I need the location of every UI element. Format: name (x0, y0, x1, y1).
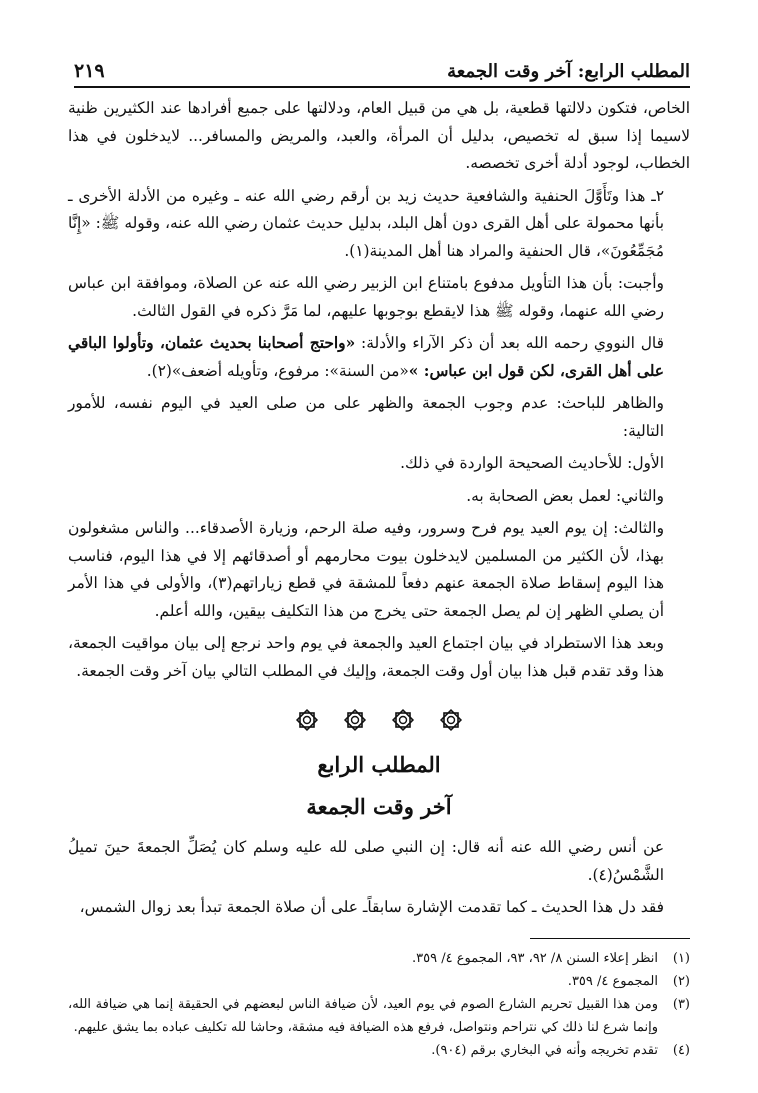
paragraph (68, 330, 690, 385)
paragraph: ٢ـ هذا وتَأَوَّلَ الحنفية والشافعية حديث زيد بن أرقم رضي الله عنه ـ وغيره من الأدلة الأخرى ـ بأنها محمولة على أهل القرى دون أهل البلد، بدليل حديث عثمان رضي الله عنه، وقوله ﷺ: «إِنَّا مُجَمِّعُونَ»، قال الحنفية والمراد هنا أهل المدينة(١). (68, 186, 664, 260)
star-ornament-icon (342, 707, 368, 733)
footnote-divider (530, 938, 690, 939)
footnote-text: انظر إعلاء السنن ٨/ ٩٢، ٩٣، المجموع ٤/ ٣٥٩. (412, 950, 658, 966)
footnote-text: ومن هذا القبيل تحريم الشارع الصوم في يوم العيد، لأن ضيافة الناس لبعضهم في الحقيقة إنما هي ضيافة الله، وإنما شرع لنا ذلك كي نتراحم ونتواصل، فرفع هذه الضيافة فيه مشقة، وحاشا لله تكليف عباده بما يشق عليهم. (68, 996, 658, 1035)
paragraph: والظاهر للباحث: عدم وجوب الجمعة والظهر على من صلى العيد في اليوم نفسه، للأمور التالية: (68, 394, 664, 440)
section-ornaments (68, 707, 690, 733)
paragraph-text: «من السنة»: مرفوع، وتأويله أضعف»(٢). (146, 361, 409, 380)
page-header (74, 50, 690, 88)
star-ornament-icon (438, 707, 464, 733)
paragraph: عن أنس رضي الله عنه أنه قال: إن النبي صلى لله عليه وسلم كان يُصَلِّ الجمعةَ حينَ تميلُ الشَّمْسُ(٤). (68, 838, 664, 884)
footnote-number: (٢) (672, 973, 690, 989)
footnote-text: تقدم تخريجه وأنه في البخاري برقم (٩٠٤). (431, 1042, 658, 1058)
paragraph: الأول: للأحاديث الصحيحة الواردة في ذلك. (400, 454, 664, 472)
footnote-text: المجموع ٤/ ٣٥٩. (567, 973, 658, 989)
bold-quote: «واحتج أصحابنا بحديث عثمان، وتأولوا الباقي على أهل القرى، لكن قول ابن عباس: » (68, 334, 664, 380)
footnote (68, 1039, 690, 1062)
paragraph: والثالث: إن يوم العيد يوم فرح وسرور، وفيه صلة الرحم، وزيارة الأصدقاء... والناس مشغولون بهذا، لأن الكثير من المسلمين لايدخلون بيوت محارمهم أو أصدقائهم إلا في هذا اليوم، فناسب هذا اليوم إسقاط صلاة الجمعة عنهم دفعاً للمشقة في قطع زياراتهم(٣)، والأولى في هذا الأمر أن يصلي الظهر إن لم يصل الجمعة حتى يخرج من هذا التكليف بيقين، والله أعلم. (68, 519, 665, 620)
paragraph: الخاص، فتكون دلالتها قطعية، بل هي من قبيل العام، ودلالتها على جميع أفرادها عند الكثيرين ظنية لاسيما إذا سبق له تخصيص، بدليل أن المرأة، والعبد، والمريض والمسافر... لايدخلون في هذا الخطاب، لوجود أدلة أخرى تخصصه. (68, 99, 690, 172)
footnote (68, 947, 690, 970)
paragraph: والثاني: لعمل بعض الصحابة به. (466, 486, 664, 505)
paragraph: وبعد هذا الاستطراد في بيان اجتماع العيد والجمعة في يوم واحد نرجع إلى بيان مواقيت الجمعة، هذا وقد تقدم قبل هذا بيان أول وقت الجمعة، وإليك في المطلب التالي بيان آخر وقت الجمعة. (68, 634, 664, 680)
page-number: ٢١٩ (74, 60, 105, 82)
footnote-number: (٤) (672, 1042, 690, 1058)
paragraph: وأجبت: بأن هذا التأويل مدفوع بامتناع ابن الزبير رضي الله عنه عن الصلاة، وموافقة ابن عباس رضي الله عنهما، وقوله ﷺ هذا لايقطع بوجوبها عليهم، لما مَرَّ ذكره في القول الثالث. (68, 274, 664, 320)
footnote (68, 993, 690, 1039)
paragraph: فقد دل هذا الحديث ـ كما تقدمت الإشارة سابقاًـ على أن صلاة الجمعة تبدأ بعد زوال الشمس، (79, 898, 664, 916)
section-heading: المطلب الرابع (317, 752, 441, 777)
footnote (68, 970, 690, 993)
running-title: المطلب الرابع: آخر وقت الجمعة (447, 61, 690, 82)
main-text (68, 95, 690, 1062)
star-ornament-icon (390, 707, 416, 733)
footnote-number: (١) (672, 950, 690, 966)
paragraph-text: قال النووي رحمه الله بعد أن ذكر الآراء والأدلة: (355, 334, 664, 352)
section-subheading: آخر وقت الجمعة (306, 793, 452, 819)
star-ornament-icon (294, 707, 320, 733)
footnote-number: (٣) (672, 996, 690, 1012)
